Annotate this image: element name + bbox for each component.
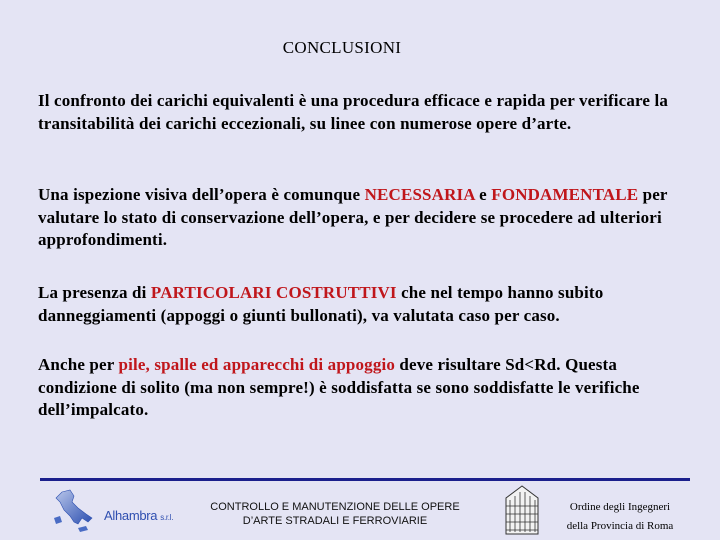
paragraph-2 [38, 184, 698, 252]
p2-text-b: e [474, 185, 492, 204]
p3-highlight: PARTICOLARI COSTRUTTIVI [150, 283, 397, 302]
p4-highlight: pile, spalle ed apparecchi di appoggio [118, 355, 395, 374]
paragraph-3 [38, 282, 698, 327]
ordine-line-1: Ordine degli Ingegneri [569, 501, 671, 513]
footer-divider [40, 478, 690, 481]
alhambra-suffix: s.r.l. [160, 513, 174, 522]
alhambra-name: Alhambra [104, 508, 158, 523]
ordine-ingegneri-text [550, 498, 690, 536]
footer-center-text [190, 500, 480, 528]
footer-center-line-2: D’ARTE STRADALI E FERROVIARIE [242, 515, 428, 527]
paragraph-4 [38, 354, 698, 422]
p2-text-c: per valutare lo stato di conservazione dell’opera, e per decidere se procedere ad ulteriori approfondimenti. [38, 185, 668, 249]
footer-center-line-1: CONTROLLO E MANUTENZIONE DELLE OPERE [210, 501, 460, 513]
p2-text-a: Una ispezione visiva dell’opera è comunque [38, 185, 365, 204]
slide-title: CONCLUSIONI [282, 38, 402, 57]
p4-text-b: deve risultare Sd<Rd. Questa condizione di solito (ma non sempre!) è soddisfatta se sono soddisfatte le verifiche dell’impalcato. [38, 355, 640, 419]
italy-map-icon [48, 488, 102, 534]
ordine-line-2: della Provincia di Roma [566, 520, 674, 532]
alhambra-logo [48, 488, 180, 534]
p3-text-b: che nel tempo hanno subito danneggiamenti (appoggi o giunti bullonati), va valutata caso per caso. [38, 283, 604, 325]
paragraph-1: Il confronto dei carichi equivalenti è una procedura efficace e rapida per verificare la transitabilità dei carichi eccezionali, su linee con numerose opere d’arte. [38, 91, 668, 133]
alhambra-wordmark [104, 508, 173, 523]
p3-text-a: La presenza di [38, 283, 151, 302]
p4-text-a: Anche per [38, 355, 119, 374]
p2-highlight-necessaria: NECESSARIA [364, 185, 475, 204]
building-icon [502, 484, 542, 536]
p2-highlight-fondamentale: FONDAMENTALE [491, 185, 639, 204]
